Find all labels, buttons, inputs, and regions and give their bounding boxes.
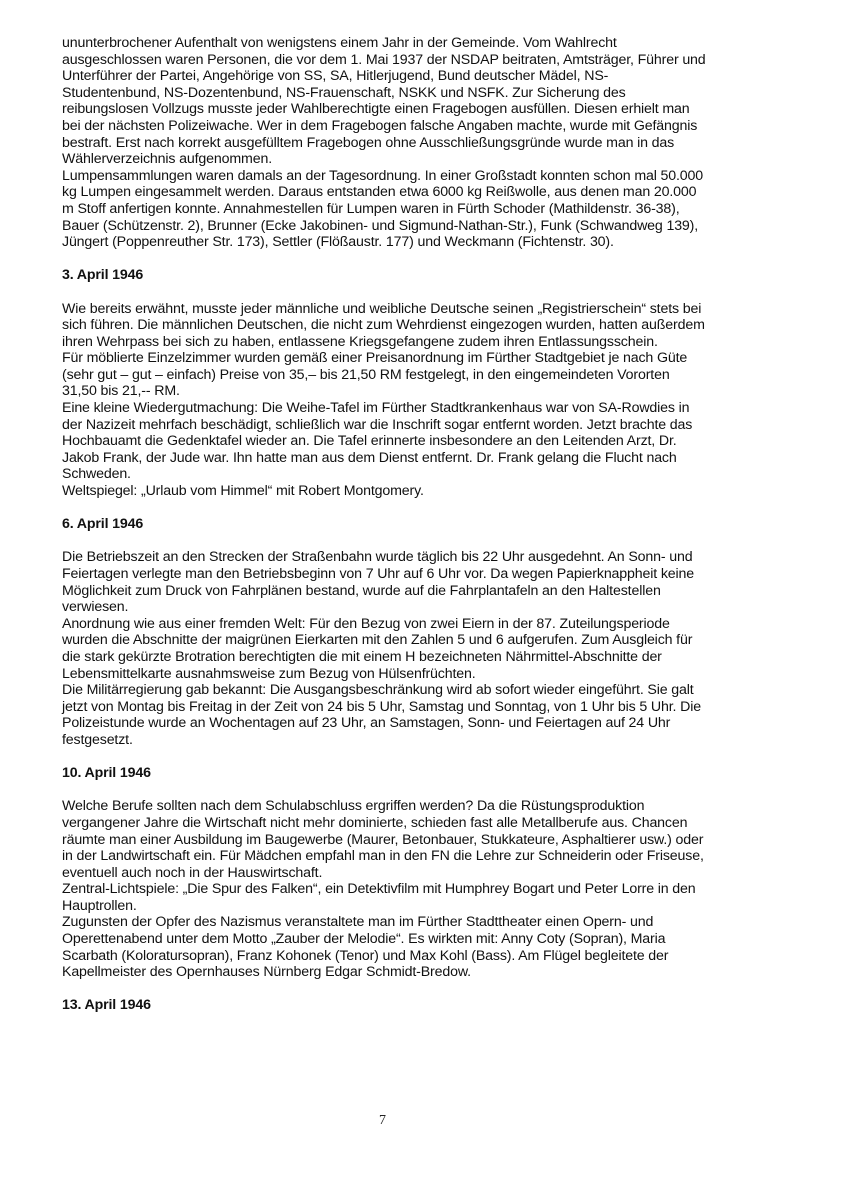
text-line: Lumpensammlungen waren damals an der Tagesordnung. In einer Großstadt konnten schon mal 50.000	[62, 167, 704, 184]
text-line: der Nazizeit mehrfach beschädigt, schließlich war die Inschrift sogar entfernt worden. Jetzt brachte das	[62, 416, 693, 433]
text-line: Jüngert (Poppenreuther Str. 173), Settler (Flößaustr. 177) und Weckmann (Fichtenstr. 30).	[62, 234, 614, 251]
text-line: festgesetzt.	[62, 731, 133, 748]
text-line: Zentral-Lichtspiele: „Die Spur des Falken“, ein Detektivfilm mit Humphrey Bogart und Peter Lorre in den	[62, 881, 696, 898]
text-line: Schweden.	[62, 466, 131, 483]
text-line: Feiertagen verlegte man den Betriebsbeginn von 7 Uhr auf 6 Uhr vor. Da wegen Papierknappheit keine	[62, 566, 695, 582]
text-line: Anordnung wie aus einer fremden Welt: Für den Bezug von zwei Eiern in der 87. Zuteilungsperiode	[62, 615, 670, 632]
text-line: Scarbath (Koloratursopran), Franz Kohonek (Tenor) und Max Kohl (Bass). Am Flügel begleitete der	[62, 947, 669, 964]
text-line: reibungslosen Vollzugs musste jeder Wahlberechtigte einen Fragebogen ausfüllen. Diesen erhielt man	[62, 101, 690, 118]
text-line: Operettenabend unter dem Motto „Zauber der Melodie“. Es wirkten mit: Anny Coty (Sopran), Maria	[62, 931, 666, 948]
text-line: Hauptrollen.	[62, 897, 137, 914]
text-line: in der Landwirtschaft ein. Für Mädchen empfahl man in den FN die Lehre zur Schneiderin oder Friseuse,	[62, 848, 704, 865]
text-line: sich führen. Die männlichen Deutschen, die nicht zum Wehrdienst eingezogen wurden, hatten außerdem	[62, 317, 705, 334]
text-line: Jakob Frank, der Jude war. Ihn hatte man aus dem Dienst entfernt. Dr. Frank gelang die Flucht nach	[62, 449, 677, 466]
text-line: ausgeschlossen waren Personen, die vor dem 1. Mai 1937 der NSDAP beitraten, Amtsträger, Führer und	[62, 51, 706, 68]
intro-paragraph	[62, 35, 802, 251]
text-line: ihren Wehrpass bei sich zu haben, entlassene Kriegsgefangene zudem ihren Entlassungsschein.	[62, 333, 658, 350]
text-line: Wie bereits erwähnt, musste jeder männliche und weibliche Deutsche seinen „Registrierschein“ stets bei	[62, 300, 702, 317]
text-line: bei der nächsten Polizeiwache. Wer in dem Fragebogen falsche Angaben machte, wurde mit Gefängnis	[62, 117, 698, 134]
section-heading: 13. April 1946	[62, 997, 151, 1014]
text-line: Welche Berufe sollten nach dem Schulabschluss ergriffen werden? Da die Rüstungsproduktion	[62, 798, 645, 815]
section-body	[62, 798, 802, 981]
section-heading: 3. April 1946	[62, 267, 144, 284]
text-line: Wählerverzeichnis aufgenommen.	[62, 151, 272, 168]
text-line: 31,50 bis 21,-- RM.	[62, 383, 180, 400]
text-line: jetzt von Montag bis Freitag in der Zeit von 24 bis 5 Uhr, Samstag und Sonntag, von 1 Uhr bis 5 Uhr. Die	[62, 698, 701, 715]
text-line: räumte man einer Ausbildung im Baugewerbe (Maurer, Betonbauer, Stukkateure, Asphaltierer usw.) oder	[62, 831, 704, 848]
text-line: Weltspiegel: „Urlaub vom Himmel“ mit Robert Montgomery.	[62, 483, 424, 500]
text-line: Bauer (Schützenstr. 2), Brunner (Ecke Jakobinen- und Sigmund-Nathan-Str.), Funk (Schwandweg 139),	[62, 217, 699, 234]
text-line: ununterbrochener Aufenthalt von wenigstens einem Jahr in der Gemeinde. Vom Wahlrecht	[62, 35, 617, 51]
section-heading: 6. April 1946	[62, 516, 144, 533]
text-line: Lebensmittelkarte ausnahmsweise zum Bezug von Hülsenfrüchten.	[62, 665, 476, 682]
text-line: bestraft. Erst nach korrekt ausgefülltem Fragebogen ohne Ausschließungsgründe wurde man in das	[62, 134, 675, 151]
section-6-april-1946	[62, 516, 802, 748]
text-line: Unterführer der Partei, Angehörige von SS, SA, Hitlerjugend, Bund deutscher Mädel, NS-	[62, 68, 609, 85]
section-body	[62, 549, 802, 748]
text-line: Zugunsten der Opfer des Nazismus veranstaltete man im Fürther Stadttheater einen Opern- und	[62, 914, 654, 931]
section-body	[62, 301, 802, 500]
text-line: Eine kleine Wiedergutmachung: Die Weihe-Tafel im Fürther Stadtkrankenhaus war von SA-Rowdies in	[62, 400, 690, 417]
text-line: Die Betriebszeit an den Strecken der Straßenbahn wurde täglich bis 22 Uhr ausgedehnt. An Sonn- und	[62, 549, 693, 566]
section-10-april-1946	[62, 765, 802, 981]
text-line: verwiesen.	[62, 599, 129, 616]
text-line: die stark gekürzte Brotration berechtigten die mit einem H bezeichneten Nährmittel-Abschnitte der	[62, 648, 662, 665]
section-3-april-1946	[62, 267, 802, 499]
text-line: Die Militärregierung gab bekannt: Die Ausgangsbeschränkung wird ab sofort wieder eingeführt. Sie galt	[62, 682, 694, 699]
text-line: Für möblierte Einzelzimmer wurden gemäß einer Preisanordnung im Fürther Stadtgebiet je nach Güte	[62, 350, 688, 367]
text-line: Möglichkeit zum Druck von Fahrplänen bestand, wurde auf die Fahrplantafeln an den Haltestellen	[62, 582, 661, 599]
text-line: (sehr gut – gut – einfach) Preise von 35,– bis 21,50 RM festgelegt, in den eingemeindeten Vororten	[62, 366, 670, 383]
section-heading: 10. April 1946	[62, 765, 151, 782]
text-line: Studentenbund, NS-Dozentenbund, NS-Frauenschaft, NSKK und NSFK. Zur Sicherung des	[62, 84, 626, 101]
text-line: kg Lumpen eingesammelt werden. Daraus entstanden etwa 6000 kg Reißwolle, aus denen man 20.000	[62, 184, 697, 201]
text-line: Polizeistunde wurde an Wochentagen auf 23 Uhr, an Samstagen, Sonn- und Feiertagen auf 24 Uhr	[62, 715, 671, 732]
text-line: vergangener Jahre die Wirtschaft nicht mehr dominierte, schieden fast alle Metallberufe aus. Chancen	[62, 814, 688, 831]
text-line: m Stoff anfertigen konnte. Annahmestellen für Lumpen waren in Fürth Schoder (Mathildenstr. 36-38),	[62, 200, 680, 217]
page-number: 7	[379, 1113, 386, 1128]
text-line: eventuell auch noch in der Hauswirtschaft.	[62, 864, 323, 881]
text-line: Kapellmeister des Opernhauses Nürnberg Edgar Schmidt-Bredow.	[62, 964, 471, 981]
text-line: Hochbauamt die Gedenktafel wieder an. Die Tafel erinnerte insbesondere an den Leitenden Arzt, Dr.	[62, 433, 677, 450]
text-line: wurden die Abschnitte der maigrünen Eierkarten mit den Zahlen 5 und 6 aufgerufen. Zum Ausgleich für	[62, 632, 693, 649]
section-13-april-1946	[62, 997, 802, 1014]
document-page	[62, 35, 802, 1031]
